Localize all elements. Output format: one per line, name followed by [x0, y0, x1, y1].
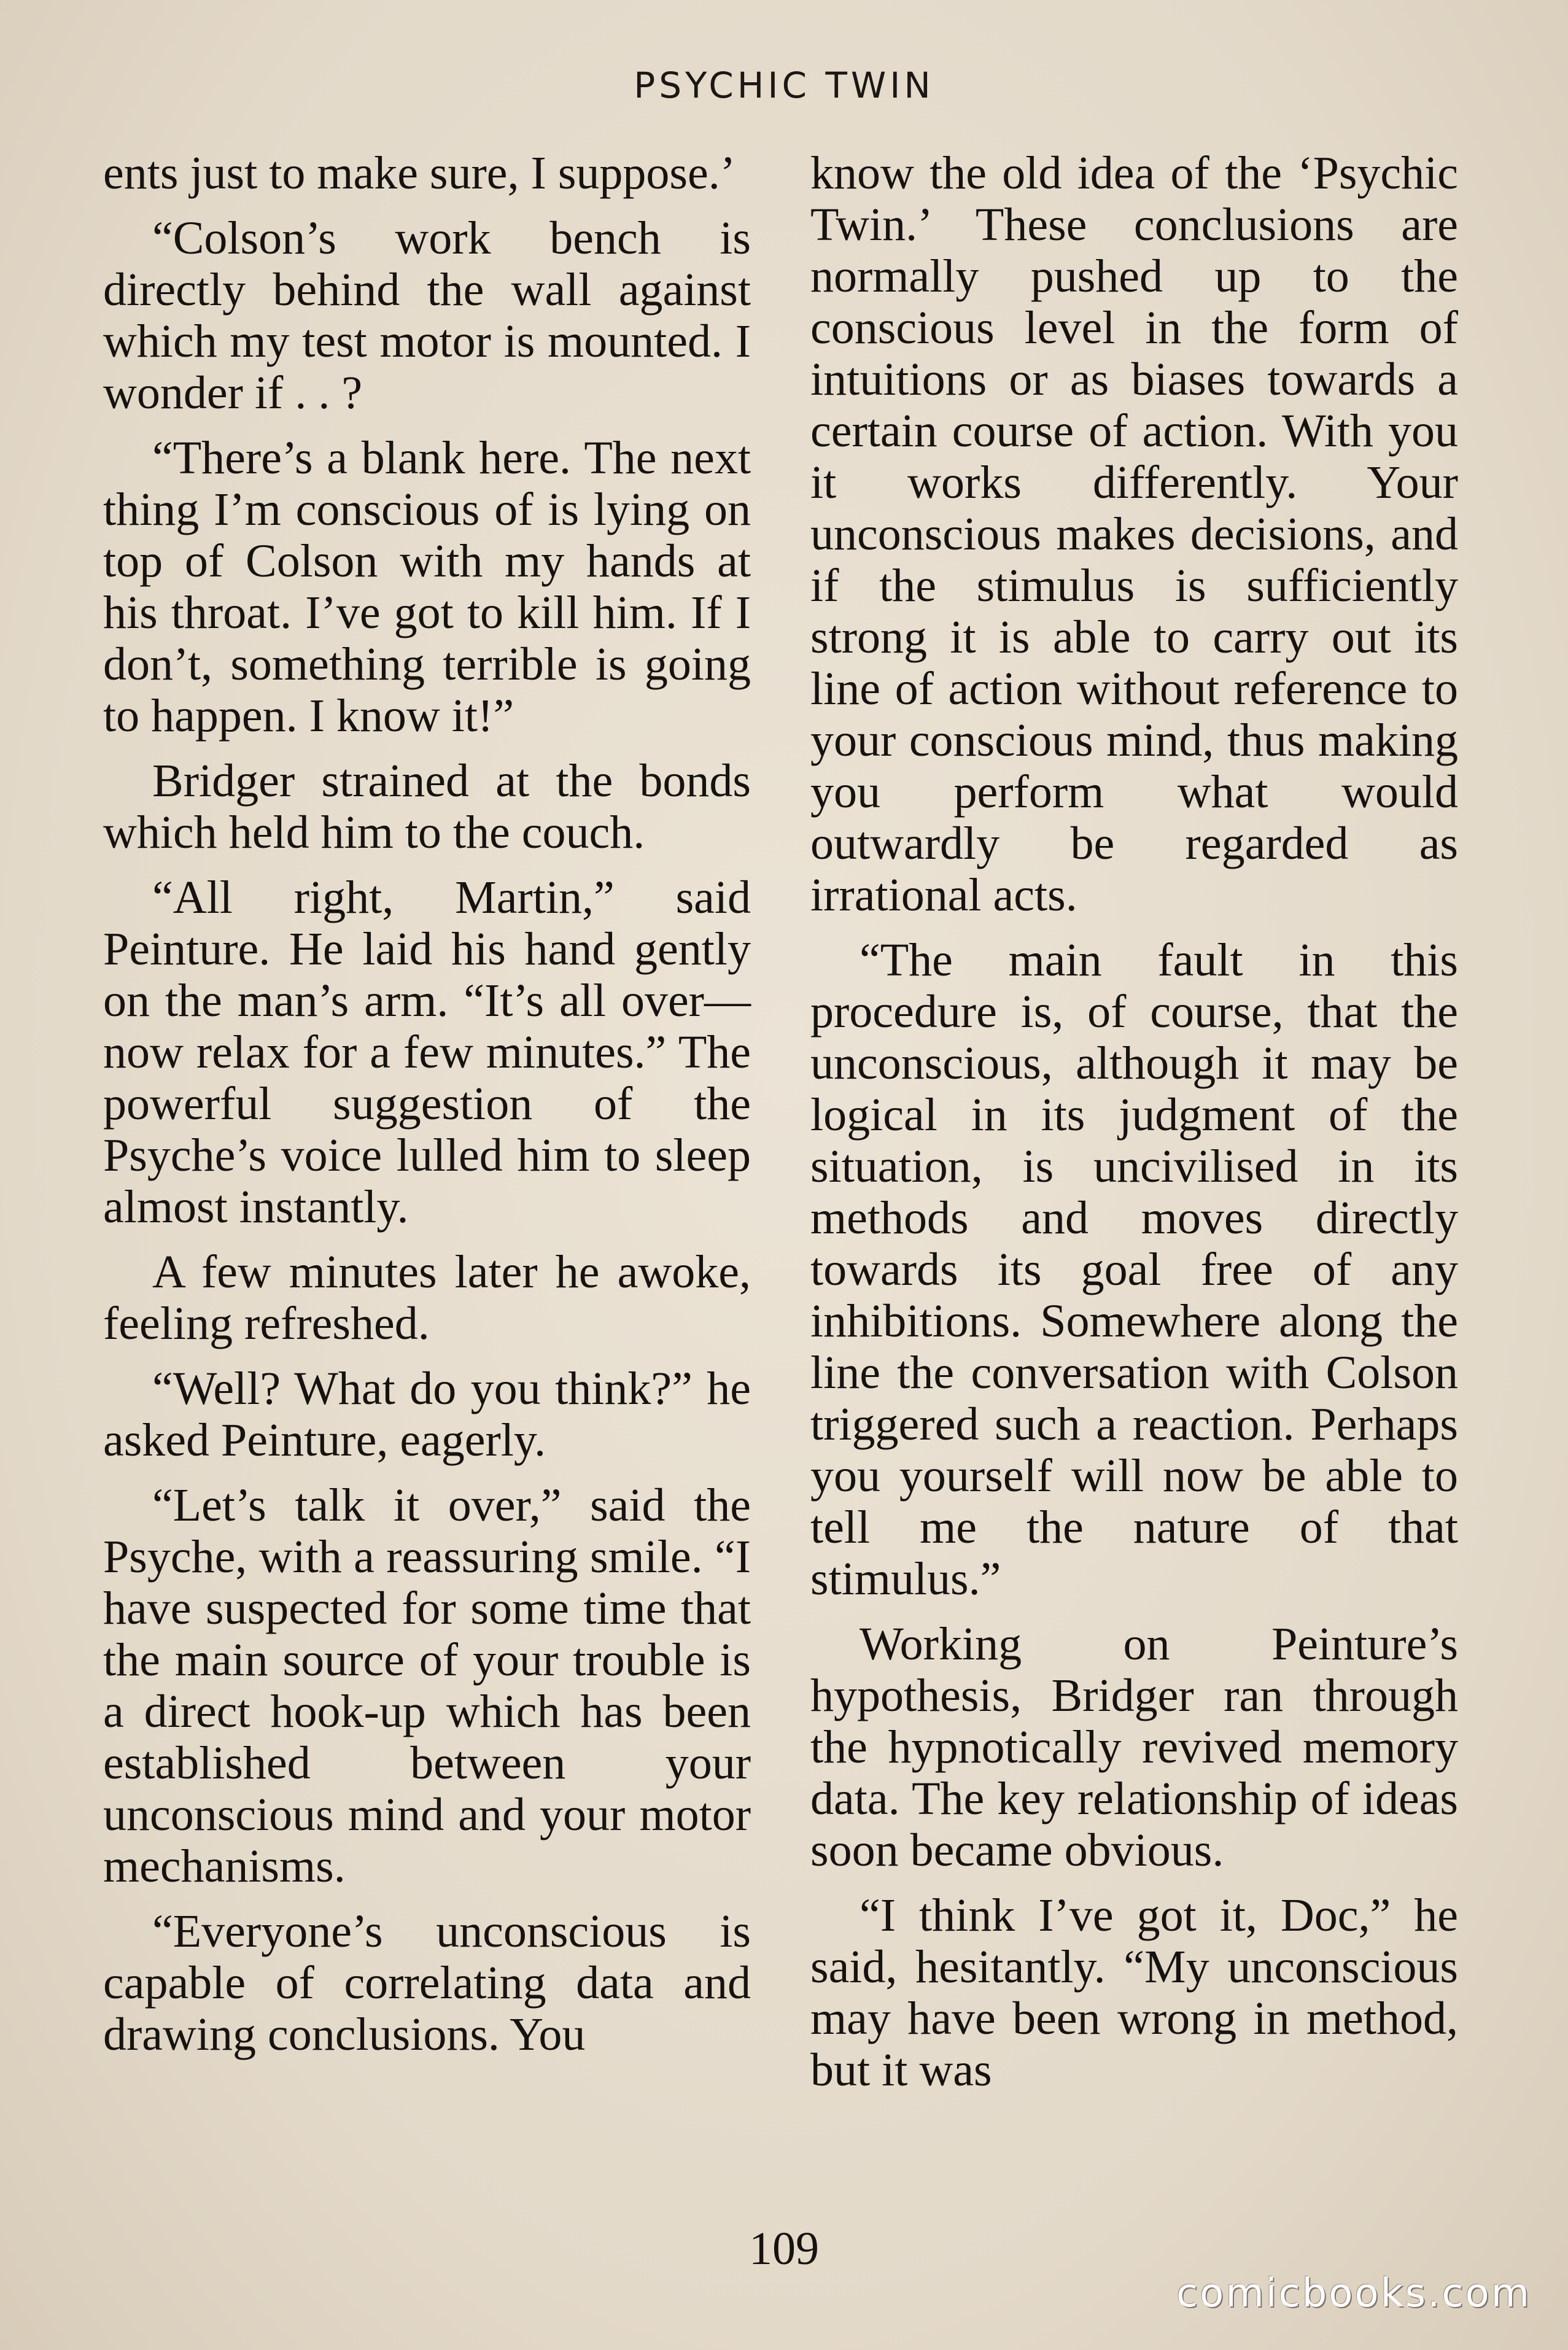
paragraph: “There’s a blank here. The next thing I’m conscious of is lying on top of Colson with my hands at his throat. I’ve got to kill him. If I don’t, something terrible is going to happen. I know it!”	[103, 432, 751, 742]
paragraph: “All right, Martin,” said Peinture. He laid his hand gently on the man’s arm. “It’s all over—now relax for a few minutes.” The powerful suggestion of the Psyche’s voice lulled him to sleep almost instantly.	[103, 872, 751, 1233]
running-head: PSYCHIC TWIN	[634, 64, 934, 106]
paragraph: know the old idea of the ‘Psychic Twin.’ These conclusions are normally pushed up to the conscious level in the form of intuitions or as biases towards a certain course of action. With you it works differently. Your unconscious makes decisions, and if the stimulus is sufficiently strong it is able to carry out its line of action without reference to your conscious mind, thus making you perform what would outwardly be regarded as irrational acts.	[810, 147, 1458, 921]
watermark: comicbooks.com	[1176, 2271, 1531, 2316]
paragraph: “Well? What do you think?” he asked Peinture, eagerly.	[103, 1363, 751, 1466]
paragraph: “Everyone’s unconscious is capable of correlating data and drawing conclusions. You	[103, 1906, 751, 2060]
paragraph: Bridger strained at the bonds which held him to the couch.	[103, 755, 751, 858]
paragraph: “I think I’ve got it, Doc,” he said, hesitantly. “My unconscious may have been wrong in method, but it was	[810, 1890, 1458, 2096]
paragraph: ents just to make sure, I suppose.’	[103, 147, 736, 199]
paragraph: Working on Peinture’s hypothesis, Bridger ran through the hypnotically revived memory data. The key relationship of ideas soon became obvious.	[810, 1618, 1458, 1876]
page-number: 109	[749, 2223, 819, 2274]
paragraph: “Let’s talk it over,” said the Psyche, with a reassuring smile. “I have suspected for some time that the main source of your trouble is a direct hook-up which has been established between your unconscious mind and your motor mechanisms.	[103, 1479, 751, 1892]
paragraph: “Colson’s work bench is directly behind the wall against which my test motor is mounted. I wonder if . . ?	[103, 212, 751, 419]
paragraph: “The main fault in this procedure is, of course, that the unconscious, although it may be logical in its judgment of the situation, is uncivilised in its methods and moves directly towards its goal free of any inhibitions. Somewhere along the line the conversation with Colson triggered such a reaction. Perhaps you yourself will now be able to tell me the nature of that stimulus.”	[810, 934, 1458, 1605]
paragraph: A few minutes later he awoke, feeling refreshed.	[103, 1246, 751, 1349]
left-column	[103, 147, 751, 2074]
right-column	[810, 147, 1458, 2109]
